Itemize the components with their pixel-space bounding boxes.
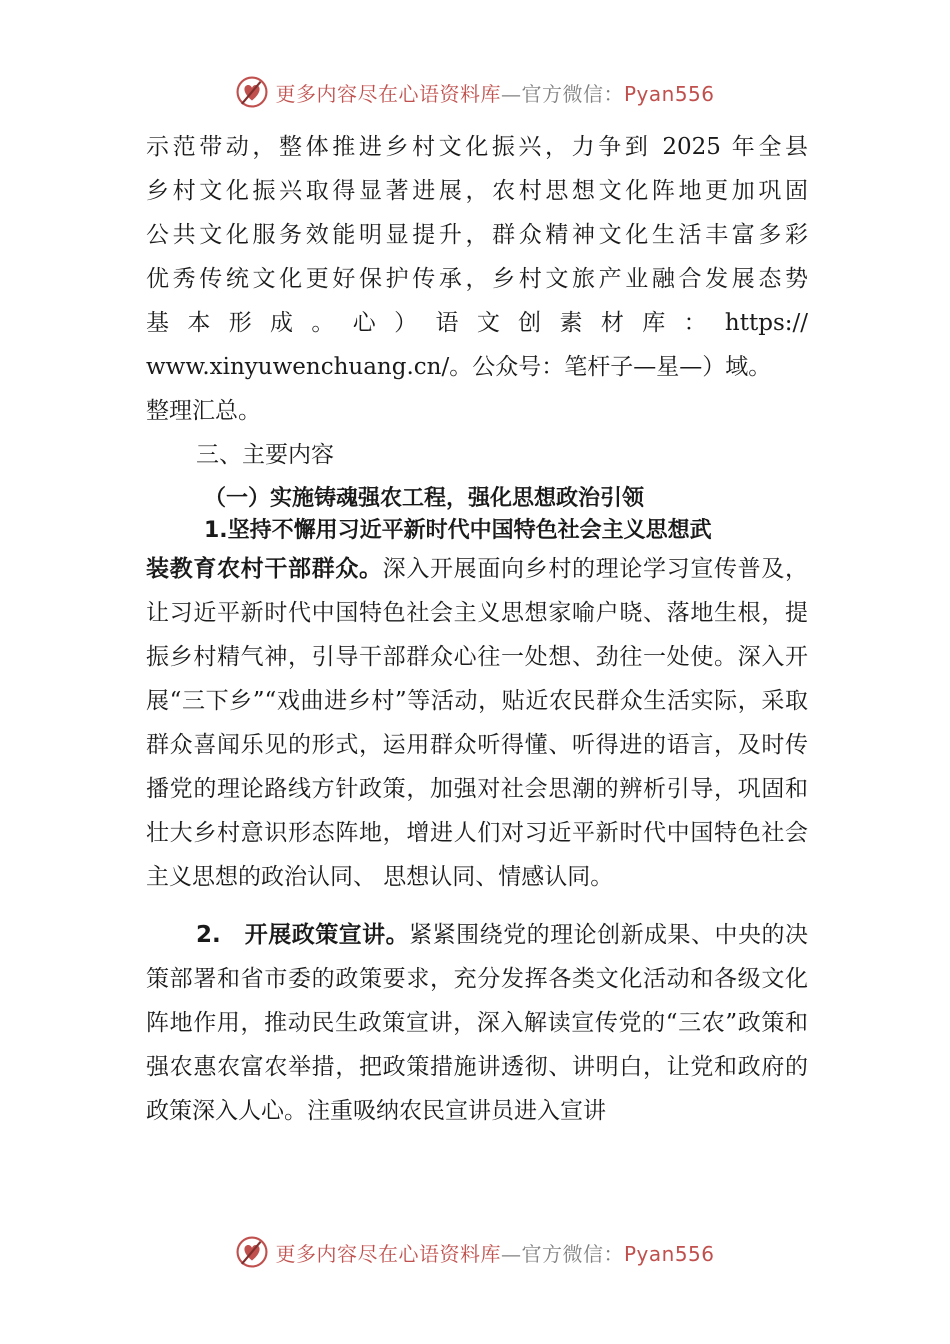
item-body: 紧紧围绕党的理论创新成果、中央的决策部署和省市委的政策要求，充分发挥各类文化活动和各级文化阵地作用，推动民生政策宣讲，深入解读宣传党的“三农”政策和强农惠农富农举措，把政策措施讲透彻、讲明白，让党和政府的政策深入人心。注重吸纳农民宣讲员进入宣讲 [146, 922, 808, 1124]
item-body: 深入开展面向乡村的理论学习宣传普及，让习近平新时代中国特色社会主义思想家喻户晓、落地生根，提振乡村精气神，引导干部群众心往一处想、劲往一处使。深入开展“三下乡”“戏曲进乡村”等活动，贴近农民群众生活实际，采取群众喜闻乐见的形式，运用群众听得懂、听得进的语言，及时传播党的理论路线方针政策，加强对社会思潮的辨析引导，巩固和壮大乡村意识形态阵地，增进人们对习近平新时代中国特色社会主义思想的政治认同、 思想认同、情感认同。 [146, 556, 809, 890]
document-body [146, 125, 808, 1133]
watermark-text: 更多内容尽在心语资料库—官方微信：Pyan556 [275, 1241, 715, 1266]
paragraph-line: 公共文化服务效能明显提升，群众精神文化生活丰富多彩 [146, 222, 808, 248]
item-title: 1.坚持不懈用习近平新时代中国特色社会主义思想武 [204, 518, 712, 543]
heart-pen-logo-icon [235, 1235, 269, 1269]
item-paragraph [146, 913, 808, 1133]
subsection-heading: （一）实施铸魂强农工程，强化思想政治引领 [204, 486, 645, 511]
paragraph-line: 乡村文化振兴取得显著进展，农村思想文化阵地更加巩固 [146, 178, 808, 204]
header-watermark [0, 72, 950, 112]
paragraph-line: www.xinyuwenchuang.cn/。公众号：笔杆子—星—）域。 [146, 354, 772, 380]
heart-pen-logo-icon [235, 75, 269, 109]
paragraph-line: 基本形成。心）语文创素材库：https:// [146, 310, 808, 336]
section-heading: 三、主要内容 [196, 442, 334, 468]
paragraph-line: 整理汇总。 [146, 398, 261, 424]
item-paragraph [146, 547, 808, 899]
paragraph-line: 示范带动，整体推进乡村文化振兴，力争到 2025 年全县 [146, 134, 808, 160]
footer-watermark [0, 1232, 950, 1272]
item-title: 2. 开展政策宣讲。 [196, 922, 410, 948]
paragraph-line: 优秀传统文化更好保护传承，乡村文旅产业融合发展态势 [146, 266, 808, 292]
item-title-cont: 装教育农村干部群众。 [146, 556, 383, 582]
watermark-text: 更多内容尽在心语资料库—官方微信：Pyan556 [275, 81, 715, 106]
